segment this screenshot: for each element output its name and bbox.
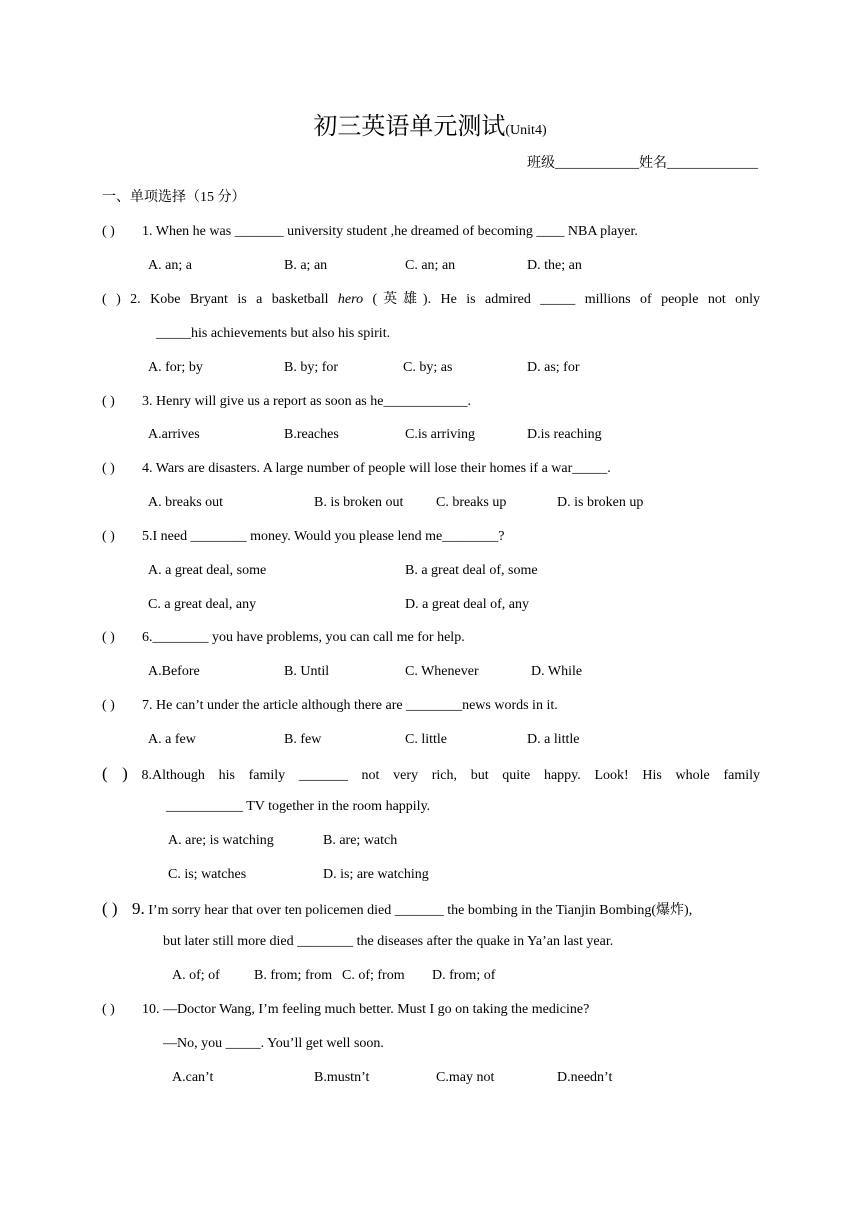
option-b: B. from; from	[254, 968, 333, 983]
question-blank: _____	[540, 292, 576, 307]
question-text: 6.________ you have problems, you can call me for help.	[142, 630, 465, 645]
option-c: C. of; from	[342, 968, 405, 983]
option-d: D. a great deal of, any	[405, 597, 529, 612]
option-c: C. breaks up	[436, 495, 507, 510]
option-a: A.arrives	[148, 427, 200, 442]
option-a: A. an; a	[148, 258, 192, 273]
question-text: 10. —Doctor Wang, I’m feeling much better. Must I go on taking the medicine?	[142, 1002, 590, 1017]
option-d: D. the; an	[527, 258, 582, 273]
option-a: A. for; by	[148, 360, 203, 375]
question-text: 3. Henry will give us a report as soon as he____________.	[142, 394, 471, 409]
option-a: A. are; is watching	[168, 833, 274, 848]
question-text: 5.I need ________ money. Would you please lend me________?	[142, 529, 505, 544]
option-b: B. a great deal of, some	[405, 563, 538, 578]
question-text: 7. He can’t under the article although there are ________news words in it.	[142, 698, 558, 713]
question-text-italic: hero	[337, 292, 364, 307]
question-10-line2: —No, you _____. You’ll get well soon.	[163, 1036, 384, 1051]
option-c: C. by; as	[403, 360, 453, 375]
option-b: B. is broken out	[314, 495, 404, 510]
option-d: D. a little	[527, 732, 580, 747]
question-4	[102, 459, 760, 479]
question-8	[102, 764, 760, 786]
answer-paren: ( )	[102, 630, 115, 645]
question-text: 8.Although his family _______ not very rich, but quite happy. Look! His whole family	[141, 768, 760, 783]
option-b: B. few	[284, 732, 322, 747]
question-text-a: 2. Kobe Bryant is a basketball	[130, 292, 329, 307]
question-10	[102, 1000, 760, 1020]
page-title	[0, 112, 860, 146]
option-d: D. is; are watching	[323, 867, 429, 882]
name-label: 姓名	[639, 156, 667, 171]
option-c: C.may not	[436, 1070, 495, 1085]
answer-paren: ( )	[102, 899, 118, 918]
question-8-line2: ___________ TV together in the room happily.	[166, 799, 431, 814]
question-number: 9.	[132, 899, 145, 918]
class-name-line	[527, 154, 758, 174]
option-c: C. little	[405, 732, 447, 747]
question-text: 4. Wars are disasters. A large number of people will lose their homes if a war_____.	[142, 461, 611, 476]
answer-paren: ( )	[102, 461, 115, 476]
option-c: C. an; an	[405, 258, 456, 273]
question-2-line2: _____his achievements but also his spirit.	[156, 326, 391, 341]
option-a: A.Before	[148, 664, 200, 679]
option-b: B. by; for	[284, 360, 339, 375]
answer-paren: ( )	[102, 394, 115, 409]
option-b: B. are; watch	[323, 833, 398, 848]
option-a: A. a few	[148, 732, 196, 747]
option-d: D. is broken up	[557, 495, 644, 510]
option-a: A. a great deal, some	[148, 563, 267, 578]
question-6	[102, 628, 760, 648]
question-1	[102, 222, 760, 242]
answer-paren: ( )	[102, 1002, 115, 1017]
section-title: 一、单项选择（15 分）	[102, 190, 246, 205]
question-text: 1. When he was _______ university student ,he dreamed of becoming ____ NBA player.	[142, 224, 638, 239]
option-d: D. While	[531, 664, 583, 679]
answer-paren: ( )	[102, 529, 115, 544]
option-c: C. is; watches	[168, 867, 247, 882]
option-a: A.can’t	[172, 1070, 214, 1085]
option-b: B.reaches	[284, 427, 339, 442]
answer-paren: ( )	[102, 224, 115, 239]
answer-paren: ( )	[102, 764, 128, 783]
question-9	[102, 899, 760, 921]
option-d: D. from; of	[432, 968, 496, 983]
question-text-c: millions of people not only	[584, 292, 761, 307]
name-blank: _____________	[667, 156, 758, 171]
question-2	[102, 290, 760, 310]
option-d: D.needn’t	[557, 1070, 613, 1085]
title-unit: (Unit4)	[505, 123, 547, 138]
title-text: 初三英语单元测试	[313, 114, 506, 140]
question-5	[102, 527, 760, 547]
option-c: C. Whenever	[405, 664, 479, 679]
option-a: A. breaks out	[148, 495, 224, 510]
answer-paren: ( )	[102, 698, 115, 713]
option-c: C.is arriving	[405, 427, 475, 442]
option-b: B. Until	[284, 664, 330, 679]
option-d: D. as; for	[527, 360, 580, 375]
question-7	[102, 696, 760, 716]
option-b: B.mustn’t	[314, 1070, 370, 1085]
question-text-b: (英雄). He is admired	[372, 292, 531, 307]
class-label: 班级	[527, 156, 555, 171]
class-blank: ____________	[555, 156, 639, 171]
option-d: D.is reaching	[527, 427, 602, 442]
option-a: A. of; of	[172, 968, 220, 983]
option-b: B. a; an	[284, 258, 328, 273]
question-9-line2: but later still more died ________ the diseases after the quake in Ya’an last year.	[163, 934, 614, 949]
question-3	[102, 392, 760, 412]
answer-paren: ( )	[102, 292, 121, 307]
option-c: C. a great deal, any	[148, 597, 257, 612]
question-text: I’m sorry hear that over ten policemen died _______ the bombing in the Tianjin Bombing(爆炸),	[148, 903, 693, 918]
